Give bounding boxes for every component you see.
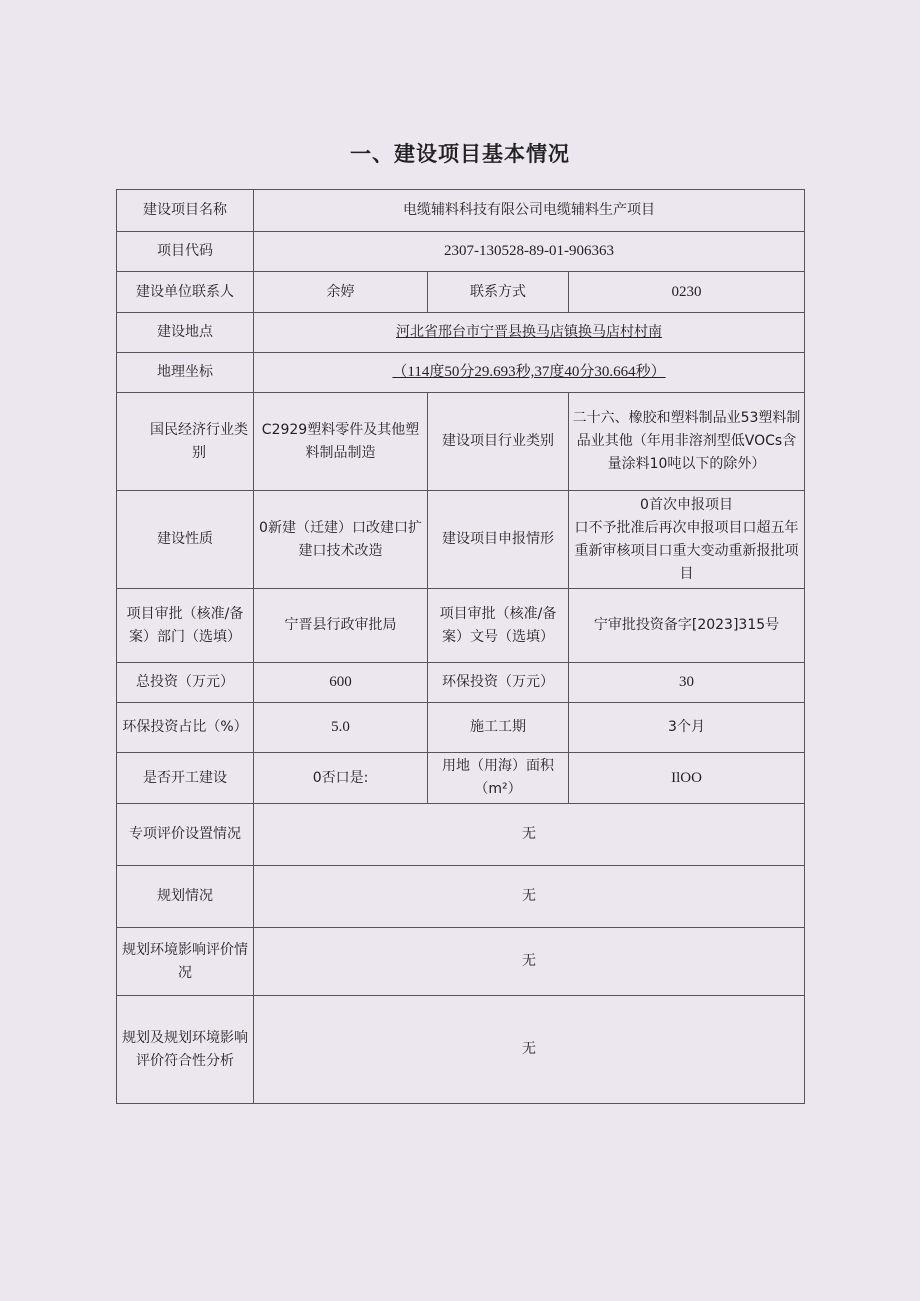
- row-special-evaluation: [117, 804, 805, 866]
- row-compliance-analysis: [117, 996, 805, 1104]
- value-special-evaluation: 无: [254, 804, 805, 866]
- label-location: 建设地点: [117, 313, 254, 353]
- value-project-code: 2307-130528-89-01-906363: [254, 232, 805, 272]
- label-construction-period: 施工工期: [428, 703, 569, 753]
- row-started: [117, 753, 805, 804]
- value-project-industry: 二十六、橡胶和塑料制品业53塑料制品业其他（年用非溶剂型低VOCs含量涂料10吨以下的除外）: [569, 393, 805, 491]
- label-construction-started: 是否开工建设: [117, 753, 254, 804]
- value-planning: 无: [254, 866, 805, 928]
- label-env-investment: 环保投资（万元）: [428, 663, 569, 703]
- label-total-investment: 总投资（万元）: [117, 663, 254, 703]
- application-situation-line-1: 0首次申报项目: [640, 496, 733, 513]
- value-construction-nature: 0新建（迁建）口改建口扩建口技术改造: [254, 491, 428, 589]
- value-env-ratio: 5.0: [254, 703, 428, 753]
- page-title: 一、建设项目基本情况: [350, 142, 570, 166]
- label-planning: 规划情况: [117, 866, 254, 928]
- row-approval: [117, 589, 805, 663]
- label-approval-department: 项目审批（核准/备案）部门（选填）: [117, 589, 254, 663]
- value-industry-category: C2929塑料零件及其他塑料制品制造: [254, 393, 428, 491]
- row-coordinates: [117, 353, 805, 393]
- label-special-evaluation: 专项评价设置情况: [117, 804, 254, 866]
- row-planning: [117, 866, 805, 928]
- value-land-area: IlOO: [569, 753, 805, 804]
- value-env-investment: 30: [569, 663, 805, 703]
- label-construction-nature: 建设性质: [117, 491, 254, 589]
- value-compliance-analysis: 无: [254, 996, 805, 1104]
- label-compliance-analysis: 规划及规划环境影响评价符合性分析: [117, 996, 254, 1104]
- label-project-name: 建设项目名称: [117, 190, 254, 232]
- row-investment: [117, 663, 805, 703]
- value-total-investment: 600: [254, 663, 428, 703]
- application-situation-line-2: 口不予批准后再次申报项目口超五年重新审核项目口重大变动重新报批项目: [574, 519, 799, 582]
- label-project-code: 项目代码: [117, 232, 254, 272]
- row-nature: [117, 491, 805, 589]
- value-project-name: 电缆辅料科技有限公司电缆辅料生产项目: [254, 190, 805, 232]
- label-planning-eia: 规划环境影响评价情况: [117, 928, 254, 996]
- label-project-industry: 建设项目行业类别: [428, 393, 569, 491]
- project-info-table: [116, 189, 805, 1104]
- row-ratio: [117, 703, 805, 753]
- value-contact-method: 0230: [569, 272, 805, 313]
- label-industry-category: 国民经济行业类别: [117, 393, 254, 491]
- row-contact: [117, 272, 805, 313]
- value-approval-department: 宁晋县行政审批局: [254, 589, 428, 663]
- row-project-code: [117, 232, 805, 272]
- label-contact-method: 联系方式: [428, 272, 569, 313]
- value-construction-period: 3个月: [569, 703, 805, 753]
- value-application-situation: [569, 491, 805, 589]
- value-approval-number: 宁审批投资备字[2023]315号: [569, 589, 805, 663]
- label-application-situation: 建设项目申报情形: [428, 491, 569, 589]
- label-coordinates: 地理坐标: [117, 353, 254, 393]
- value-planning-eia: 无: [254, 928, 805, 996]
- label-land-area: 用地（用海）面积（m²）: [428, 753, 569, 804]
- value-contact-person: 余婷: [254, 272, 428, 313]
- value-coordinates: （114度50分29.693秒,37度40分30.664秒）: [254, 353, 805, 393]
- label-env-ratio: 环保投资占比（%）: [117, 703, 254, 753]
- row-planning-eia: [117, 928, 805, 996]
- label-approval-number: 项目审批（核准/备案）文号（选填）: [428, 589, 569, 663]
- value-construction-started: 0否口是:: [254, 753, 428, 804]
- row-project-name: [117, 190, 805, 232]
- row-location: [117, 313, 805, 353]
- label-contact-person: 建设单位联系人: [117, 272, 254, 313]
- row-industry: [117, 393, 805, 491]
- value-location: 河北省邢台市宁晋县换马店镇换马店村村南: [254, 313, 805, 353]
